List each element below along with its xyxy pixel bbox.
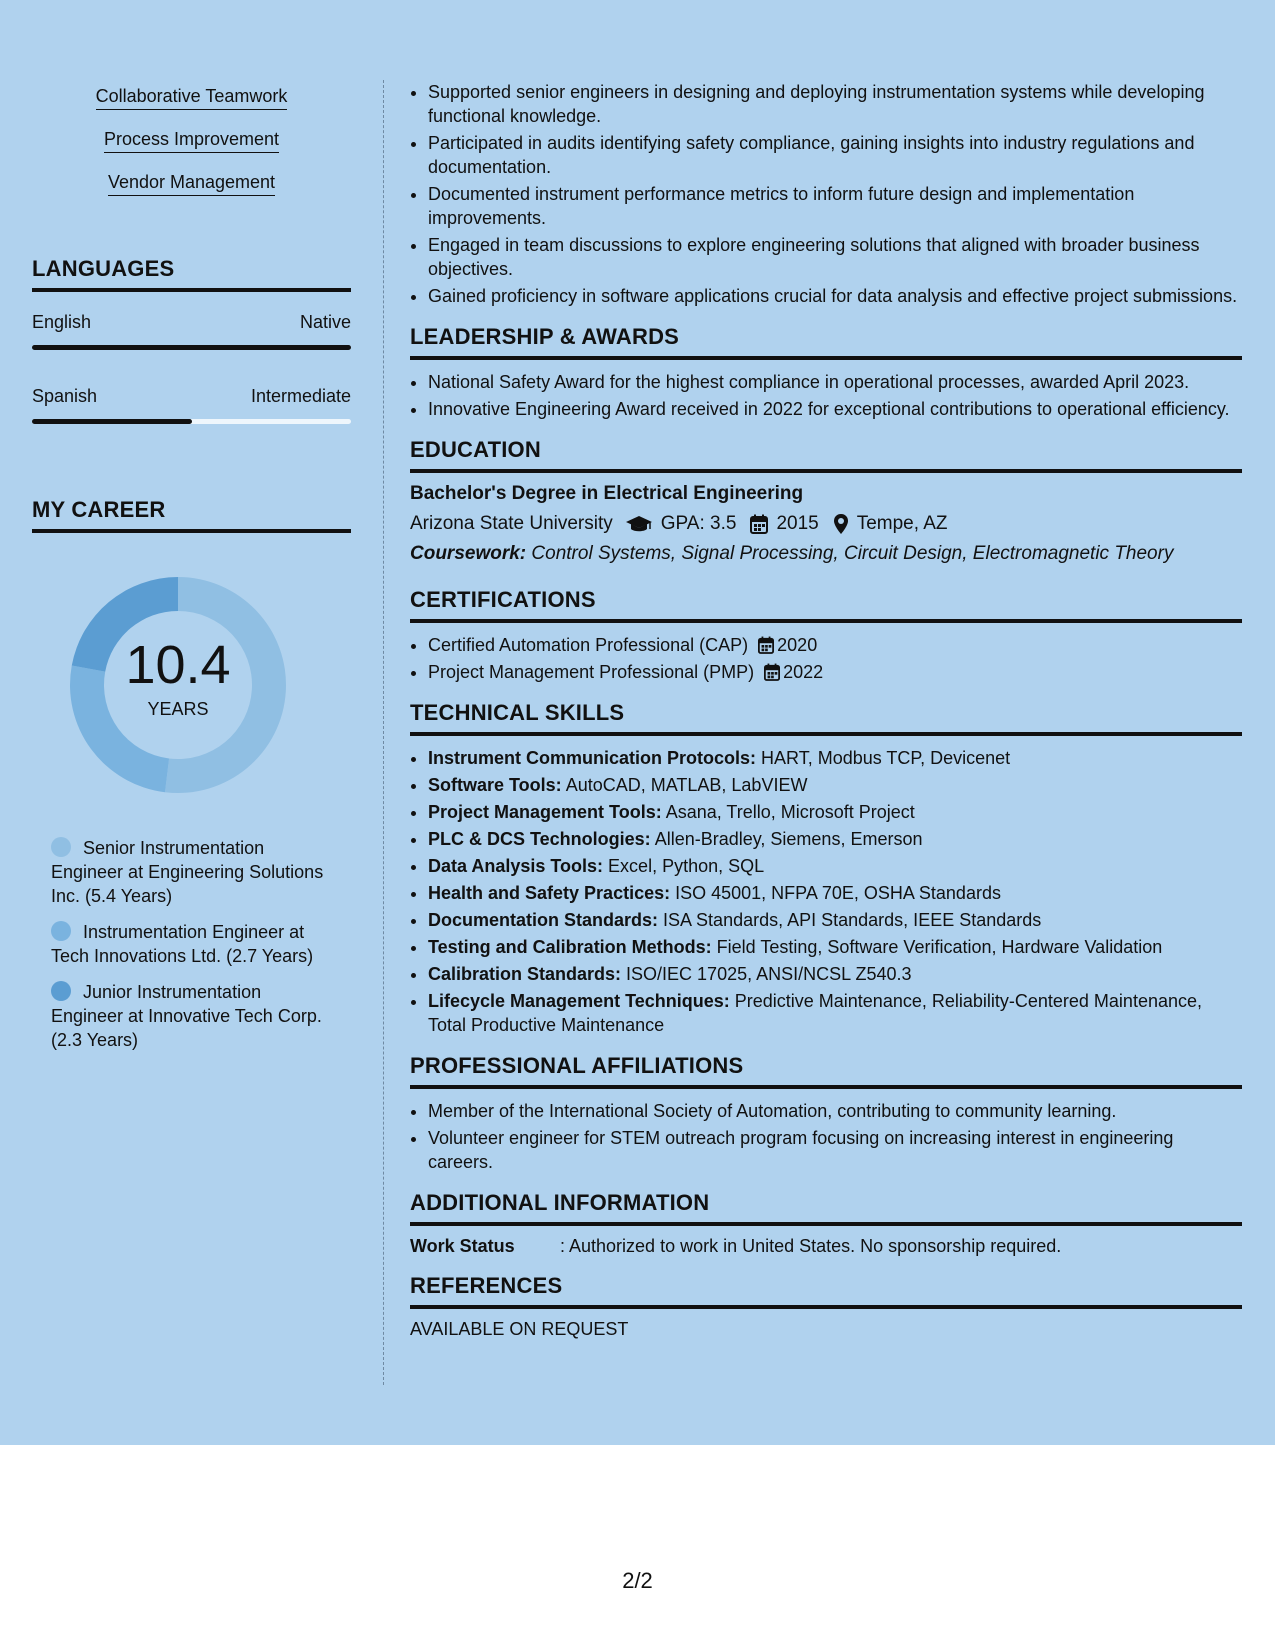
- tech-skill-value: Allen-Bradley, Siemens, Emerson: [650, 829, 923, 849]
- certifications-title: CERTIFICATIONS: [410, 587, 1242, 623]
- affiliation-item: • Volunteer engineer for STEM outreach program focusing on increasing interest in engineering careers.: [428, 1126, 1242, 1174]
- tech-skill-label: Health and Safety Practices:: [428, 883, 671, 903]
- certification-item: [428, 660, 1242, 684]
- languages-section: [32, 256, 351, 424]
- experience-bullet: • Documented instrument performance metrics to inform future design and implementation improvements.: [428, 182, 1242, 230]
- tech-skill-label: Documentation Standards:: [428, 910, 659, 930]
- certification-name: Certified Automation Professional (CAP): [428, 635, 749, 655]
- coursework-list: Control Systems, Signal Processing, Circuit Design, Electromagnetic Theory: [526, 543, 1174, 564]
- additional-info-title: ADDITIONAL INFORMATION: [410, 1190, 1242, 1226]
- tech-skill-label: PLC & DCS Technologies:: [428, 829, 651, 849]
- skill-label: Vendor Management: [108, 172, 275, 196]
- legend-dot-icon: [51, 837, 71, 857]
- affiliation-item: • Member of the International Society of Automation, contributing to community learning.: [428, 1099, 1242, 1123]
- languages-title: LANGUAGES: [32, 256, 351, 292]
- tech-skill-value: Predictive Maintenance, Reliability-Centered Maintenance, Total Productive Maintenance: [428, 991, 1202, 1035]
- experience-bullet: • Engaged in team discussions to explore engineering solutions that aligned with broader business objectives.: [428, 233, 1242, 281]
- certification-item: [428, 633, 1242, 657]
- column-divider: [383, 80, 384, 1385]
- experience-bullets: [410, 80, 1242, 308]
- tech-skill-item: [428, 800, 1242, 824]
- language-name: English: [32, 312, 92, 332]
- main-content: [410, 80, 1242, 1340]
- references-section: [410, 1273, 1242, 1340]
- calendar-icon: [750, 514, 768, 534]
- certification-name: Project Management Professional (PMP): [428, 662, 755, 682]
- career-unit: YEARS: [147, 699, 209, 719]
- tech-skill-value: ISO/IEC 17025, ANSI/NCSL Z540.3: [621, 964, 912, 984]
- degree-name: Bachelor's Degree in Electrical Engineering: [410, 483, 804, 504]
- skill-item: [32, 172, 351, 196]
- school-location: Tempe, AZ: [856, 513, 948, 534]
- additional-info-section: [410, 1190, 1242, 1257]
- career-legend-label: Senior Instrumentation Engineer at Engineering Solutions Inc. (5.4 Years): [51, 838, 324, 906]
- school-name: Arizona State University: [410, 513, 613, 534]
- tech-skill-item: [428, 746, 1242, 770]
- tech-skill-value: Excel, Python, SQL: [603, 856, 765, 876]
- work-status-value: : Authorized to work in United States. No sponsorship required.: [560, 1236, 1062, 1256]
- language-proficiency-bar: [32, 419, 351, 424]
- tech-skill-label: Lifecycle Management Techniques:: [428, 991, 730, 1011]
- calendar-icon: [758, 636, 774, 654]
- experience-bullet: • Participated in audits identifying safety compliance, gaining insights into industry regulations and documentation.: [428, 131, 1242, 179]
- career-legend-item: [51, 980, 326, 1052]
- tech-skill-item: [428, 827, 1242, 851]
- career-legend-item: [51, 836, 326, 908]
- language-level: Intermediate: [250, 386, 351, 406]
- career-total-years: 10.4: [125, 635, 231, 695]
- tech-skill-item: [428, 962, 1242, 986]
- skill-label: Collaborative Teamwork: [96, 86, 288, 110]
- leadership-title: LEADERSHIP & AWARDS: [410, 324, 1242, 360]
- award-item: • Innovative Engineering Award received in 2022 for exceptional contributions to operational efficiency.: [428, 397, 1242, 421]
- language-name: Spanish: [32, 386, 98, 406]
- page-number: 2/2: [622, 1568, 653, 1593]
- experience-bullet: • Supported senior engineers in designing and deploying instrumentation systems while developing functional knowledge.: [428, 80, 1242, 128]
- tech-skill-value: ISA Standards, API Standards, IEEE Standards: [658, 910, 1042, 930]
- award-item: • National Safety Award for the highest compliance in operational processes, awarded April 2023.: [428, 370, 1242, 394]
- language-proficiency-fill: [32, 345, 351, 350]
- tech-skill-item: [428, 908, 1242, 932]
- tech-skill-item: [428, 935, 1242, 959]
- technical-skills-title: TECHNICAL SKILLS: [410, 700, 1242, 736]
- skill-item: [32, 129, 351, 153]
- experience-bullet: • Gained proficiency in software applications crucial for data analysis and effective project submissions.: [428, 284, 1242, 308]
- career-legend: [51, 836, 326, 1052]
- tech-skill-label: Data Analysis Tools:: [428, 856, 604, 876]
- location-pin-icon: [833, 513, 849, 535]
- tech-skill-value: ISO 45001, NFPA 70E, OSHA Standards: [670, 883, 1001, 903]
- tech-skill-value: Field Testing, Software Verification, Hardware Validation: [711, 937, 1163, 957]
- tech-skill-value: Asana, Trello, Microsoft Project: [661, 802, 915, 822]
- career-legend-item: [51, 920, 326, 968]
- legend-dot-icon: [51, 981, 71, 1001]
- gpa: GPA: 3.5: [660, 513, 737, 534]
- language-entry: [32, 312, 351, 350]
- tech-skill-label: Project Management Tools:: [428, 802, 662, 822]
- certifications-section: [410, 587, 1242, 684]
- certification-year: 2020: [777, 635, 818, 655]
- education-section: [410, 437, 1242, 565]
- graduation-year: 2015: [776, 513, 819, 534]
- career-legend-label: Instrumentation Engineer at Tech Innovations Ltd. (2.7 Years): [51, 922, 314, 966]
- tech-skill-item: [428, 773, 1242, 797]
- tech-skill-item: [428, 854, 1242, 878]
- legend-dot-icon: [51, 921, 71, 941]
- leadership-section: [410, 324, 1242, 421]
- career-title: MY CAREER: [32, 497, 351, 533]
- coursework-label: Coursework:: [410, 543, 527, 564]
- tech-skill-item: [428, 881, 1242, 905]
- language-entry: [32, 386, 351, 424]
- affiliations-title: PROFESSIONAL AFFILIATIONS: [410, 1053, 1242, 1089]
- technical-skills-section: [410, 700, 1242, 1037]
- language-proficiency-bar: [32, 345, 351, 350]
- certification-year: 2022: [783, 662, 824, 682]
- career-section: [32, 497, 351, 533]
- career-donut-chart: [58, 565, 298, 805]
- tech-skill-label: Testing and Calibration Methods:: [428, 937, 712, 957]
- language-level: Native: [299, 312, 351, 332]
- tech-skill-value: HART, Modbus TCP, Devicenet: [756, 748, 1011, 768]
- skills-list: [32, 86, 351, 196]
- skill-item: [32, 86, 351, 110]
- language-proficiency-fill: [32, 419, 192, 424]
- affiliations-section: [410, 1053, 1242, 1174]
- references-text: AVAILABLE ON REQUEST: [410, 1319, 629, 1339]
- tech-skill-item: [428, 989, 1242, 1037]
- coursework: [410, 543, 1242, 565]
- work-status-label: Work Status: [410, 1236, 515, 1256]
- skill-label: Process Improvement: [104, 129, 279, 153]
- references-title: REFERENCES: [410, 1273, 1242, 1309]
- tech-skill-value: AutoCAD, MATLAB, LabVIEW: [561, 775, 808, 795]
- graduation-cap-icon: [625, 514, 653, 534]
- work-status-row: [410, 1236, 1242, 1257]
- tech-skill-label: Calibration Standards:: [428, 964, 622, 984]
- education-details: [410, 513, 1242, 535]
- tech-skill-label: Software Tools:: [428, 775, 562, 795]
- tech-skill-label: Instrument Communication Protocols:: [428, 748, 757, 768]
- education-title: EDUCATION: [410, 437, 1242, 473]
- calendar-icon: [764, 663, 780, 681]
- career-legend-label: Junior Instrumentation Engineer at Innovative Tech Corp. (2.3 Years): [51, 982, 322, 1050]
